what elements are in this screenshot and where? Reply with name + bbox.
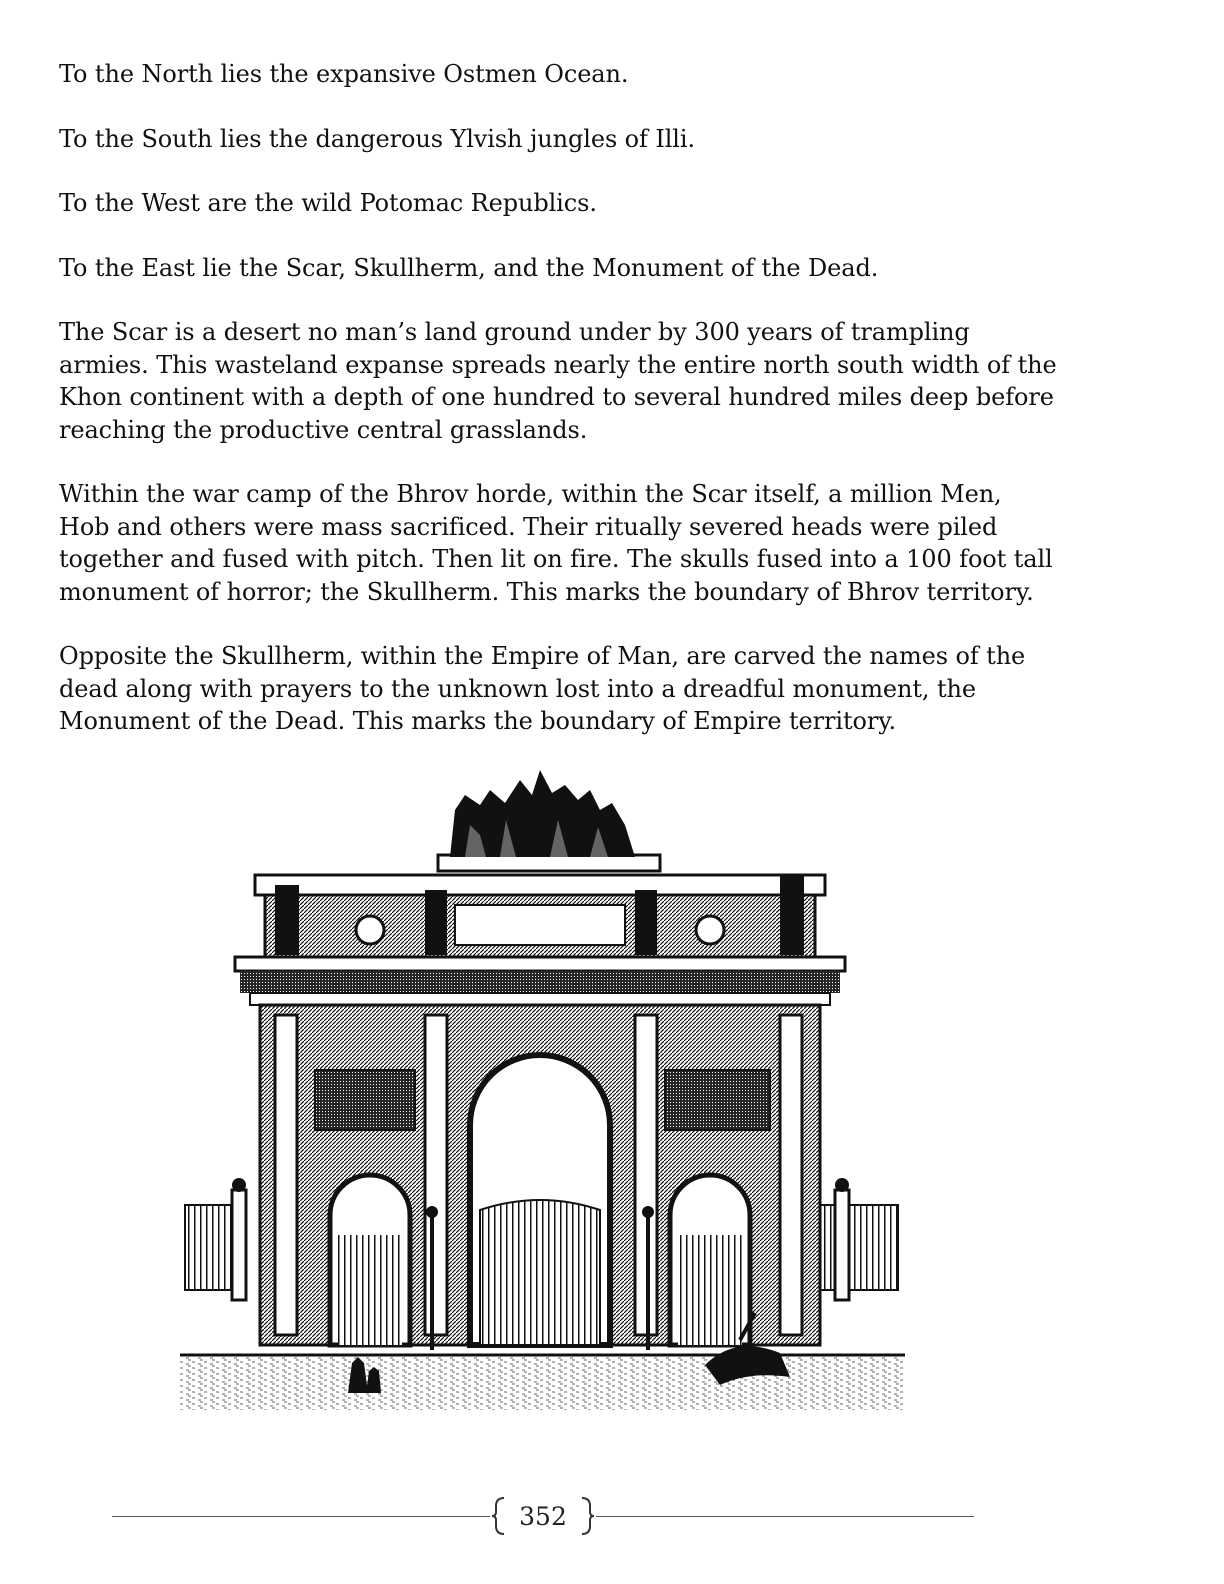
right-brace-icon [580, 1496, 596, 1536]
triumphal-arch-illustration [180, 765, 905, 1425]
body-text [59, 58, 1059, 770]
footer-rule-left [112, 1516, 490, 1517]
page-footer [112, 1492, 974, 1542]
paragraph-east: To the East lie the Scar, Skullherm, and the Monument of the Dead. [59, 253, 879, 282]
paragraph-west: To the West are the wild Potomac Republics. [59, 189, 597, 217]
paragraph-south: To the South lies the dangerous Ylvish jungles of Illi. [59, 124, 695, 153]
paragraph-skullherm: Within the war camp of the Bhrov horde, within the Scar itself, a million Men, Hob and others were mass sacrificed. Their ritually severed heads were piled together and fused with pitch. Then lit on fire. The skulls fused into a 100 foot tall monument of horror; the Skullherm. This marks the boundary of Bhrov territory. [59, 480, 1053, 606]
paragraph-north: To the North lies the expansive Ostmen Ocean. [59, 60, 629, 88]
paragraph-monument: Opposite the Skullherm, within the Empire of Man, are carved the names of the dead along with prayers to the unknown lost into a dreadful monument, the Monument of the Dead. This marks the boundary of Empire territory. [59, 642, 1026, 735]
paragraph-scar: The Scar is a desert no man’s land ground under by 300 years of trampling armies. This wasteland expanse spreads nearly the entire north south width of the Khon continent with a depth of one hundred to several hundred miles deep before reaching the productive central grasslands. [59, 318, 1057, 444]
footer-rule-right [596, 1516, 974, 1517]
page-number: 352 [519, 1502, 567, 1531]
